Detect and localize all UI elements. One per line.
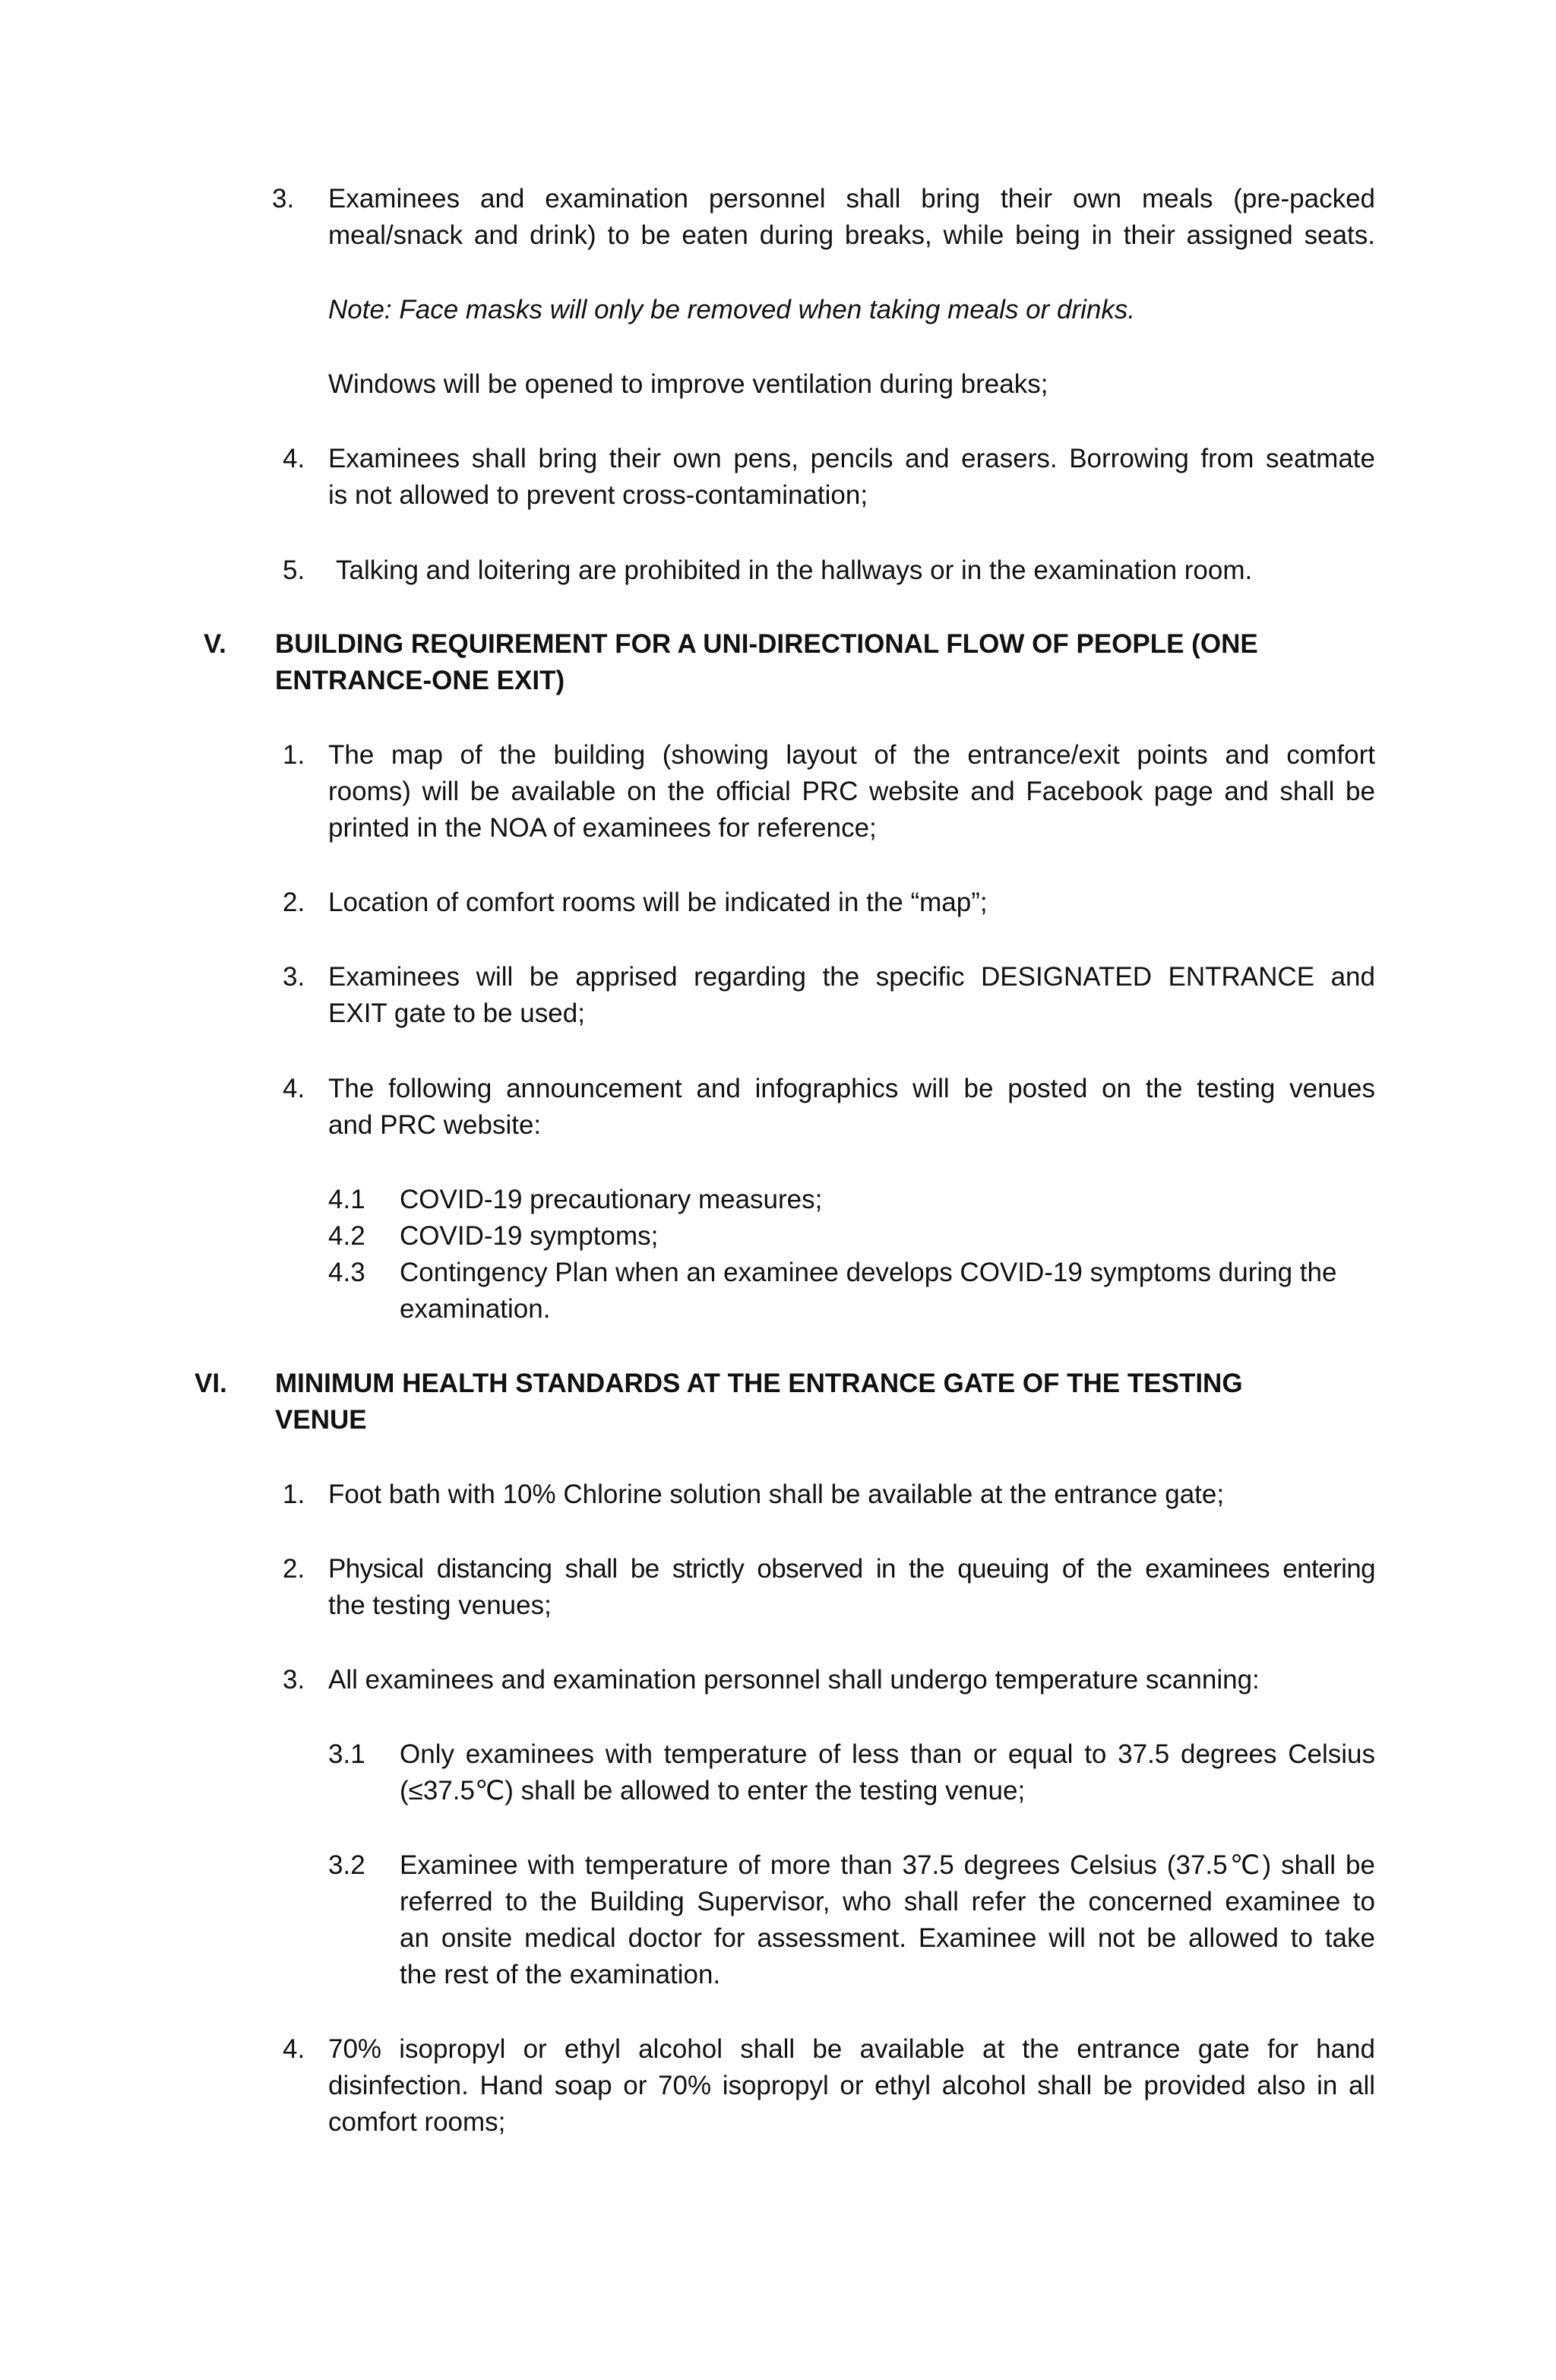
sub-item-number: 4.3 [328,1258,365,1287]
paragraph-line: printed in the NOA of examinees for reference; [328,813,877,843]
item-number: 4. [283,444,305,473]
paragraph-line: Physical distancing shall be strictly observed in the queuing of the examinees entering [328,1554,1375,1584]
sub-item-text: the rest of the examination. [400,1960,721,1989]
item-number: 3. [272,184,295,214]
item-number: 2. [283,888,305,917]
paragraph-line: Foot bath with 10% Chlorine solution shall be available at the entrance gate; [328,1480,1225,1509]
sub-item-text: examination. [400,1294,551,1324]
paragraph-line: 70% isopropyl or ethyl alcohol shall be available at the entrance gate for hand [328,2034,1375,2064]
section-number: V. [204,629,226,659]
paragraph-line: Examinees will be apprised regarding the specific DESIGNATED ENTRANCE and [328,962,1375,992]
sub-item-text: referred to the Building Supervisor, who shall refer the concerned examinee to [400,1887,1375,1916]
item-number: 3. [283,1665,305,1695]
note-text: Note: Face masks will only be removed when taking meals or drinks. [328,295,1136,324]
sub-item-text: Only examinees with temperature of less than or equal to 37.5 degrees Celsius [400,1739,1375,1769]
item-number: 1. [283,1480,305,1509]
paragraph-line: Examinees shall bring their own pens, pencils and erasers. Borrowing from seatmate [328,444,1375,473]
section-title: VENUE [275,1405,367,1435]
sub-item-number: 3.1 [328,1739,365,1769]
sub-item-text: (≤37.5℃) shall be allowed to enter the testing venue; [400,1776,1026,1806]
paragraph-line: The following announcement and infographics will be posted on the testing venues [328,1074,1375,1103]
paragraph-line: The map of the building (showing layout of the entrance/exit points and comfort [328,740,1375,770]
paragraph-line: All examinees and examination personnel shall undergo temperature scanning: [328,1665,1260,1695]
sub-item-number: 4.1 [328,1185,365,1214]
paragraph-line: EXIT gate to be used; [328,999,585,1028]
sub-item-text: COVID-19 precautionary measures; [400,1185,823,1214]
sub-item-text: Contingency Plan when an examinee develops COVID-19 symptoms during the [400,1258,1337,1287]
item-number: 3. [283,962,305,992]
paragraph-line: and PRC website: [328,1110,542,1140]
paragraph-line: Examinees and examination personnel shall bring their own meals (pre-packed [328,184,1375,214]
paragraph-line: Windows will be opened to improve ventilation during breaks; [328,369,1048,399]
paragraph-line: Location of comfort rooms will be indicated in the “map”; [328,888,988,917]
item-number: 5. [283,555,305,585]
sub-item-text: an onsite medical doctor for assessment. Examinee will not be allowed to take [400,1923,1375,1953]
paragraph-line: disinfection. Hand soap or 70% isopropyl or ethyl alcohol shall be provided also in all [328,2071,1375,2100]
item-number: 1. [283,740,305,770]
sub-item-text: Examinee with temperature of more than 37.5 degrees Celsius (37.5℃) shall be [400,1850,1375,1880]
paragraph-line: Talking and loitering are prohibited in the hallways or in the examination room. [336,555,1253,585]
paragraph-line: comfort rooms; [328,2107,506,2137]
section-title: MINIMUM HEALTH STANDARDS AT THE ENTRANCE GATE OF THE TESTING [275,1369,1243,1398]
paragraph-line: rooms) will be available on the official PRC website and Facebook page and shall be [328,777,1375,806]
paragraph-line: the testing venues; [328,1590,552,1620]
item-number: 2. [283,1554,305,1584]
sub-item-number: 3.2 [328,1850,365,1880]
paragraph-line: is not allowed to prevent cross-contamination; [328,480,868,510]
sub-item-number: 4.2 [328,1221,365,1251]
item-number: 4. [283,1074,305,1103]
section-number: VI. [194,1369,227,1398]
sub-item-text: COVID-19 symptoms; [400,1221,659,1251]
section-title: ENTRANCE-ONE EXIT) [275,666,565,695]
section-title: BUILDING REQUIREMENT FOR A UNI-DIRECTIONAL FLOW OF PEOPLE (ONE [275,629,1258,659]
paragraph-line: meal/snack and drink) to be eaten during breaks, while being in their assigned seats. [328,220,1375,250]
item-number: 4. [283,2034,305,2064]
